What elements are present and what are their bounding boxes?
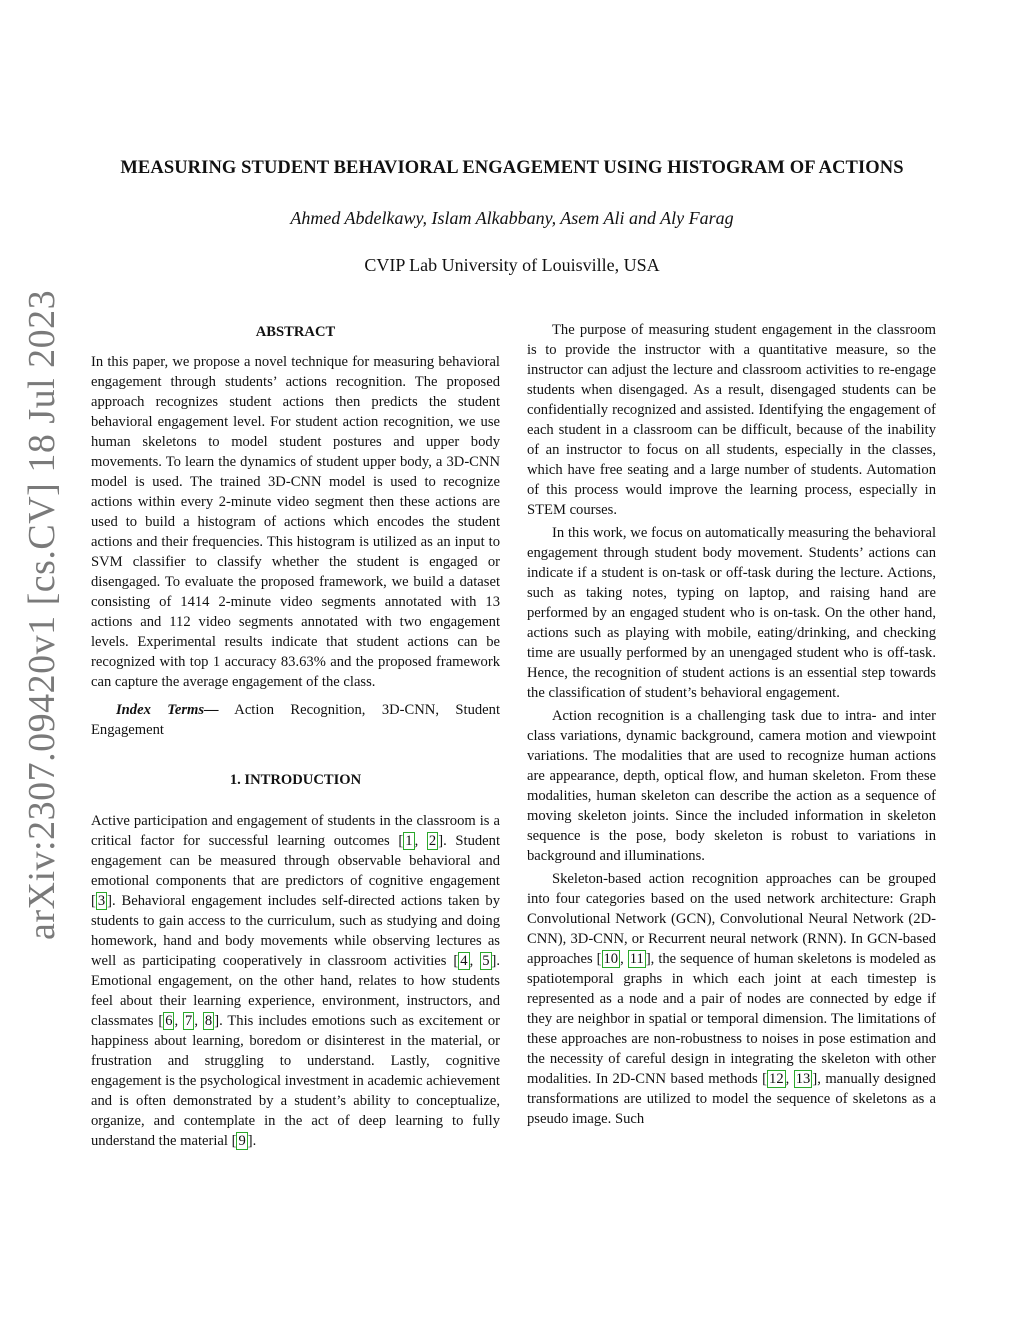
intro-paragraph-4: Action recognition is a challenging task due to intra- and inter class variations, dynamic background, camera motion and viewpoint variations. The modalities that are used to recognize human actions are appearance, depth, optical flow, and human skeleton. From these modalities, human skeleton can describe the action as a sequence of moving skeleton joints. Since the included information in skeleton sequence is the pose, body skeleton is robust to variations in background and illuminations. <box>527 708 936 864</box>
text-run: , <box>174 1013 184 1029</box>
text-run: , <box>620 951 628 967</box>
right-column <box>527 320 936 1129</box>
citation-link[interactable]: 4 <box>460 953 468 969</box>
abstract-text: In this paper, we propose a novel technique for measuring behavioral engagement through students’ actions recognition. The proposed approach recognizes student actions then predicts the student behavioral engagement level. For student action recognition, we use human skeletons to model student postures and upper body movements. To learn the dynamics of student upper body, a 3D-CNN model is used. The trained 3D-CNN model is used to recognize actions within every 2-minute video segment then these actions are used to build a histogram of actions which encodes the student actions and their frequencies. This histogram is utilized as an input to SVM classifier to classify whether the student is engaged or disengaged. To evaluate the proposed framework, we build a dataset consisting of 1414 2-minute video segments annotated with 13 actions and 112 video segments annotated with two engagement levels. Experimental results indicate that student actions can be recognized with top 1 accuracy 83.63% and the proposed framework can capture the average engagement of the class. <box>91 354 500 690</box>
text-run: Active participation and engagement of students in the classroom is a critical factor for successful learning outcomes [ <box>91 813 500 849</box>
arxiv-identifier: arXiv:2307.09420v1 [cs.CV] 18 Jul 2023 <box>21 289 63 940</box>
abstract-heading: ABSTRACT <box>255 324 336 340</box>
text-run: ]. This includes emotions such as excitement or happiness about learning, boredom or disinterest in the material, or frustration and struggling to understand. Lastly, cognitive engagement is the psychological investment in academic achievement and is often demonstrated by a student’s ability to conceptualize, organize, and contemplate in the act of deep learning to fully understand the material [ <box>91 1013 500 1149</box>
citation-link[interactable]: 10 <box>603 951 619 967</box>
text-run: , <box>194 1013 203 1029</box>
text-run: ]. <box>247 1133 257 1149</box>
text-run: ], manually designed transformations are utilized to model the sequence of skeletons as a pseudo image. Such <box>527 1071 936 1127</box>
text-run: ]. Student engagement can be measured through observable behavioral and emotional components that are predictors of cognitive engagement [ <box>91 833 500 909</box>
text-run: ], the sequence of human skeletons is modeled as spatiotemporal graphs in which each joint at each timestep is represented as a node and a pair of nodes are connected by edge if they are neighbor in spatial or temporal dimension. The limitations of these approaches are non-robustness to noises in pose estimation and the necessity of careful design in integrating the skeleton with other modalities. In 2D-CNN based methods [ <box>527 951 936 1087</box>
paper-title: MEASURING STUDENT BEHAVIORAL ENGAGEMENT USING HISTOGRAM OF ACTIONS <box>120 158 904 178</box>
intro-paragraph-3: In this work, we focus on automatically measuring the behavioral engagement through student body movement. Students’ actions can indicate if a student is on-task or off-task during the lecture. Actions, such as taking notes, typing on laptop, and raising hand are performed by an engaged student who is on-task. On the other hand, actions such as playing with mobile, eating/drinking, and checking time are usually performed by an unengaged student who is off-task. Hence, the recognition of student actions is an essential step towards the classification of student’s behavioral engagement. <box>527 525 936 701</box>
index-terms-text: Action Recognition, 3D-CNN, Student Engagement <box>91 702 500 738</box>
introduction-heading: 1. INTRODUCTION <box>229 772 362 788</box>
author-list: Ahmed Abdelkawy, Islam Alkabbany, Asem Ali and Aly Farag <box>290 208 734 228</box>
citation-link[interactable]: 12 <box>769 1071 784 1087</box>
text-run: , <box>785 1071 794 1087</box>
citation-link[interactable]: 6 <box>165 1013 173 1029</box>
intro-paragraph-1 <box>91 811 500 1151</box>
index-terms-label: Index Terms— <box>116 702 219 718</box>
citation-link[interactable]: 8 <box>204 1013 213 1029</box>
text-run: , <box>414 833 427 849</box>
citation-link[interactable]: 11 <box>629 951 644 967</box>
text-run: Skeleton-based action recognition approaches can be grouped into four categories based on the used network architecture: Graph Convolutional Network (GCN), Convolutional Neural Network (2D-CNN), 3D-CNN, or Recurrent neural network (RNN). In GCN-based approaches [ <box>527 871 936 967</box>
citation-link[interactable]: 3 <box>97 893 106 909</box>
affiliation: CVIP Lab University of Louisville, USA <box>364 255 660 275</box>
citation-link[interactable]: 13 <box>795 1071 811 1087</box>
text-run: ]. Behavioral engagement includes self-directed actions taken by students to gain access to the curriculum, such as studying and doing homework, hand and body movements while observing lectures as well as participating cooperatively in classroom activities [ <box>91 893 500 969</box>
citation-link[interactable]: 2 <box>428 833 437 849</box>
intro-paragraph-5 <box>527 869 936 1129</box>
citation-link[interactable]: 5 <box>482 953 490 969</box>
text-run: ]. Emotional engagement, on the other hand, relates to how students feel about their learning experience, environment, instructors, and classmates [ <box>91 953 501 1029</box>
left-column <box>91 320 500 1151</box>
citation-link[interactable]: 9 <box>238 1133 246 1149</box>
index-terms <box>91 700 500 740</box>
citation-link[interactable]: 1 <box>405 833 413 849</box>
text-run: , <box>469 953 481 969</box>
intro-paragraph-2: The purpose of measuring student engagement in the classroom is to provide the instructor with a quantitative measure, so the instructor can adjust the lecture and classroom activities to re-engage students when disengaged. As a result, disengaged students can be confidentially recognized and assisted. Identifying the engagement of each student in a classroom can be difficult, because of the inability of an instructor to focus on all students, especially in the classes, which have free seating and a large number of students. Automation of this process would improve the learning process, especially in STEM courses. <box>527 322 936 518</box>
citation-link[interactable]: 7 <box>185 1013 193 1029</box>
